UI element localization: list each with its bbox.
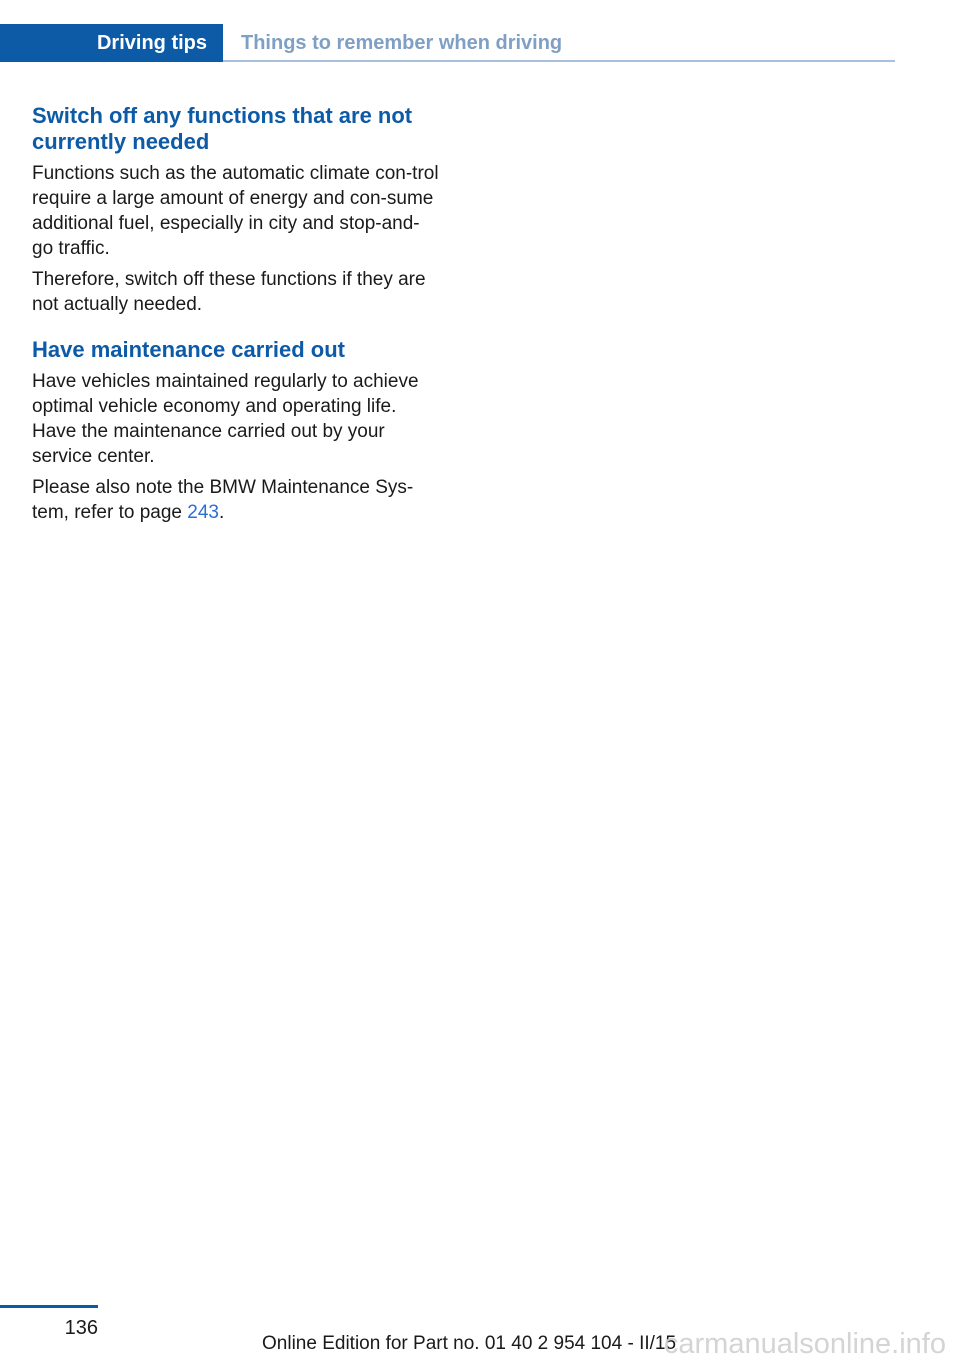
paragraph: Functions such as the automatic climate con-trol require a large amount of energy and con-sume additional fuel, especially in city and stop-and-go traffic. [32,163,439,259]
note-suffix: . [218,502,225,523]
section-maintenance [32,337,440,525]
page-reference-link[interactable]: 243 [187,502,219,523]
section-switch-off-functions [32,103,440,317]
note-text: Please also note the BMW Maintenance Sys-tem, refer to page [32,477,414,523]
section-heading: Switch off any functions that are not currently needed [32,103,413,154]
edition-info: Online Edition for Part no. 01 40 2 954 104 - II/15 [262,1333,677,1354]
paragraph: Have vehicles maintained regularly to achieve optimal vehicle economy and operating life. Have the maintenance carried out by your service center. [32,371,419,467]
paragraph: Therefore, switch off these functions if they are not actually needed. [32,269,426,315]
page-number: 136 [64,1317,98,1339]
section-tab: Driving tips [0,24,223,62]
maintenance-note [32,475,440,525]
page-header [0,24,895,62]
main-content [32,103,440,531]
header-divider [223,60,895,62]
section-heading: Have maintenance carried out [32,337,346,362]
breadcrumb: Things to remember when driving [241,32,563,54]
footer-divider [0,1305,98,1308]
watermark: carmanualsonline.info [663,1328,946,1360]
